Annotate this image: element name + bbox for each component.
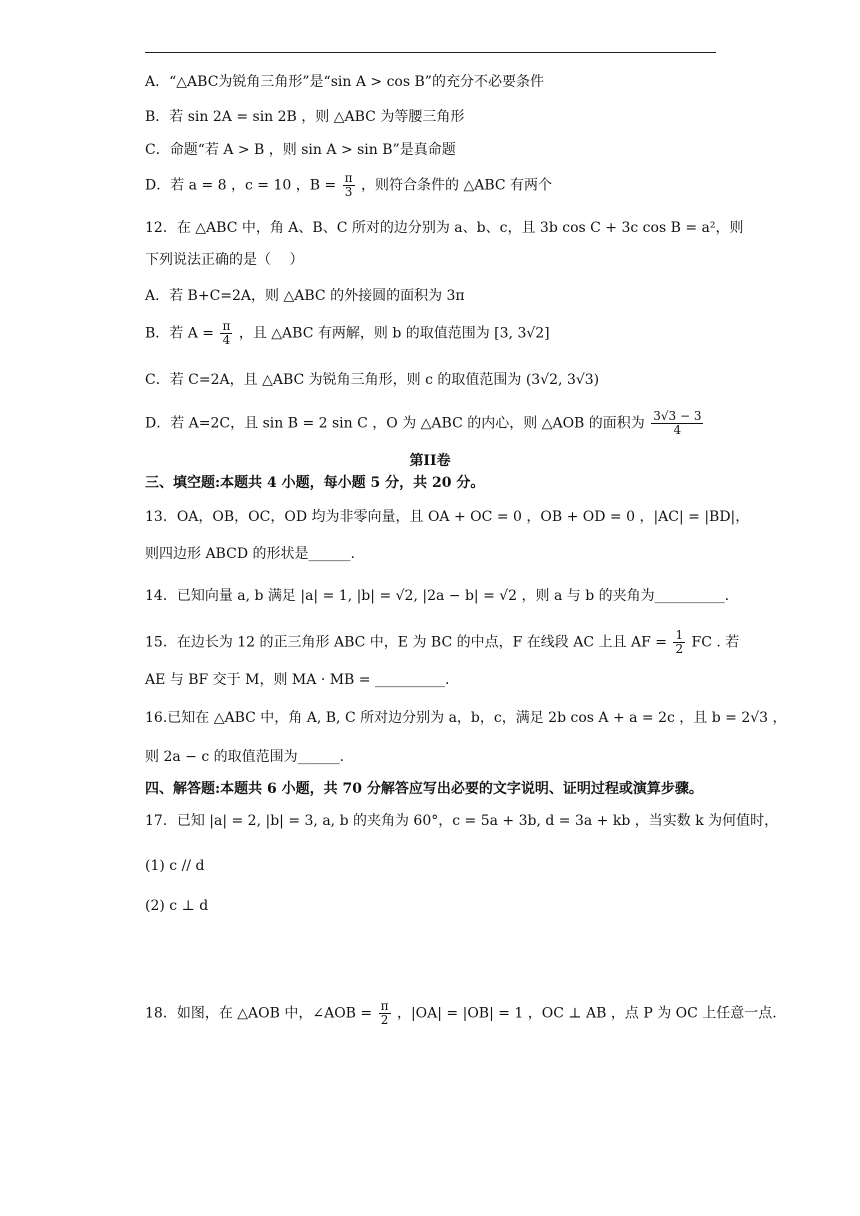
q12-stem-line1: 12．在 △ABC 中，角 A、B、C 所对的边分别为 a、b、c，且 3b cos C + 3c cos B = a²，则 [145,220,744,236]
q17-part2: (2) c ⊥ d [145,898,209,914]
q11-option-d [145,172,552,199]
section-title: 第II卷 [409,453,451,469]
q15-text-2: FC . 若 [691,634,740,651]
q14: 14．已知向量 a, b 满足 |a| = 1, |b| = √2, |2a − b| = √2 ，则 a 与 b 的夹角为__________. [145,588,730,604]
q18-stem [145,1000,777,1027]
header-rule [145,52,716,53]
fraction-pi-over-4: $\frac{\pi}{4}$ [222,319,231,347]
q12-option-b-text-2: ，且 △ABC 有两解，则 b 的取值范围为 [3, 3√2] [238,325,550,342]
q12-option-d [145,410,705,437]
q11-option-c: C．命题“若 A > B ，则 sin A > sin B”是真命题 [145,142,456,158]
solve-heading: 四、解答题:本题共 6 小题，共 70 分解答应写出必要的文字说明、证明过程或演算步骤。 [145,781,703,797]
q16-line2: 则 2a − c 的取值范围为______. [145,749,345,765]
q12-option-c: C．若 C=2A，且 △ABC 为锐角三角形，则 c 的取值范围为 (3√2, 3√3) [145,372,600,388]
q15-line2: AE 与 BF 交于 M，则 MA · MB = __________. [145,672,450,688]
q15-line1 [145,629,739,656]
fill-in-heading: 三、填空题:本题共 4 小题，每小题 5 分，共 20 分。 [145,475,485,491]
q13-line1: 13．OA，OB，OC，OD 均为非零向量，且 OA + OC = 0 ，OB + OD = 0 ，|AC| = |BD|， [145,509,750,525]
q18-text-2: ，|OA| = |OB| = 1 ，OC ⊥ AB ，点 P 为 OC 上任意一点. [396,1005,777,1022]
q12-option-b [145,320,550,347]
q13-line2: 则四边形 ABCD 的形状是______. [145,546,355,562]
q11-option-a: A．“△ABC为锐角三角形”是“sin A > cos B”的充分不必要条件 [145,74,544,90]
q11-option-b: B．若 sin 2A = sin 2B ，则 △ABC 为等腰三角形 [145,109,465,125]
q11-option-d-text-2: ，则符合条件的 △ABC 有两个 [361,177,553,194]
fraction-pi-over-3: $\frac{\pi}{3}$ [344,171,353,199]
q12-option-a: A．若 B+C=2A，则 △ABC 的外接圆的面积为 3π [145,288,465,304]
q12-option-d-text: D．若 A=2C，且 sin B = 2 sin C ，O 为 △ABC 的内心，则 △AOB 的面积为 [145,415,645,432]
fraction-one-half: $\frac{1}{2}$ [675,628,684,656]
q18-text: 18．如图，在 △AOB 中，∠AOB = [145,1005,373,1022]
fraction-pi-over-2: $\frac{\pi}{2}$ [380,999,389,1027]
q15-text: 15．在边长为 12 的正三角形 ABC 中，E 为 BC 的中点，F 在线段 AC 上且 AF = [145,634,667,651]
q12-stem-line2: 下列说法正确的是（ ） [145,252,304,268]
q11-option-d-text: D．若 a = 8 ，c = 10 ，B = [145,177,337,194]
q17-part1: (1) c // d [145,858,205,874]
q16-line1: 16.已知在 △ABC 中，角 A, B, C 所对边分别为 a，b，c，满足 2b cos A + a = 2c ，且 b = 2√3 ， [145,710,787,726]
q12-option-b-text: B．若 A = [145,325,215,342]
q17-stem: 17．已知 |a| = 2, |b| = 3, a, b 的夹角为 60°，c = 5a + 3b, d = 3a + kb ，当实数 k 为何值时， [145,813,779,829]
fraction-area: $\frac{3√3 - 3}{4}$ [653,409,702,437]
